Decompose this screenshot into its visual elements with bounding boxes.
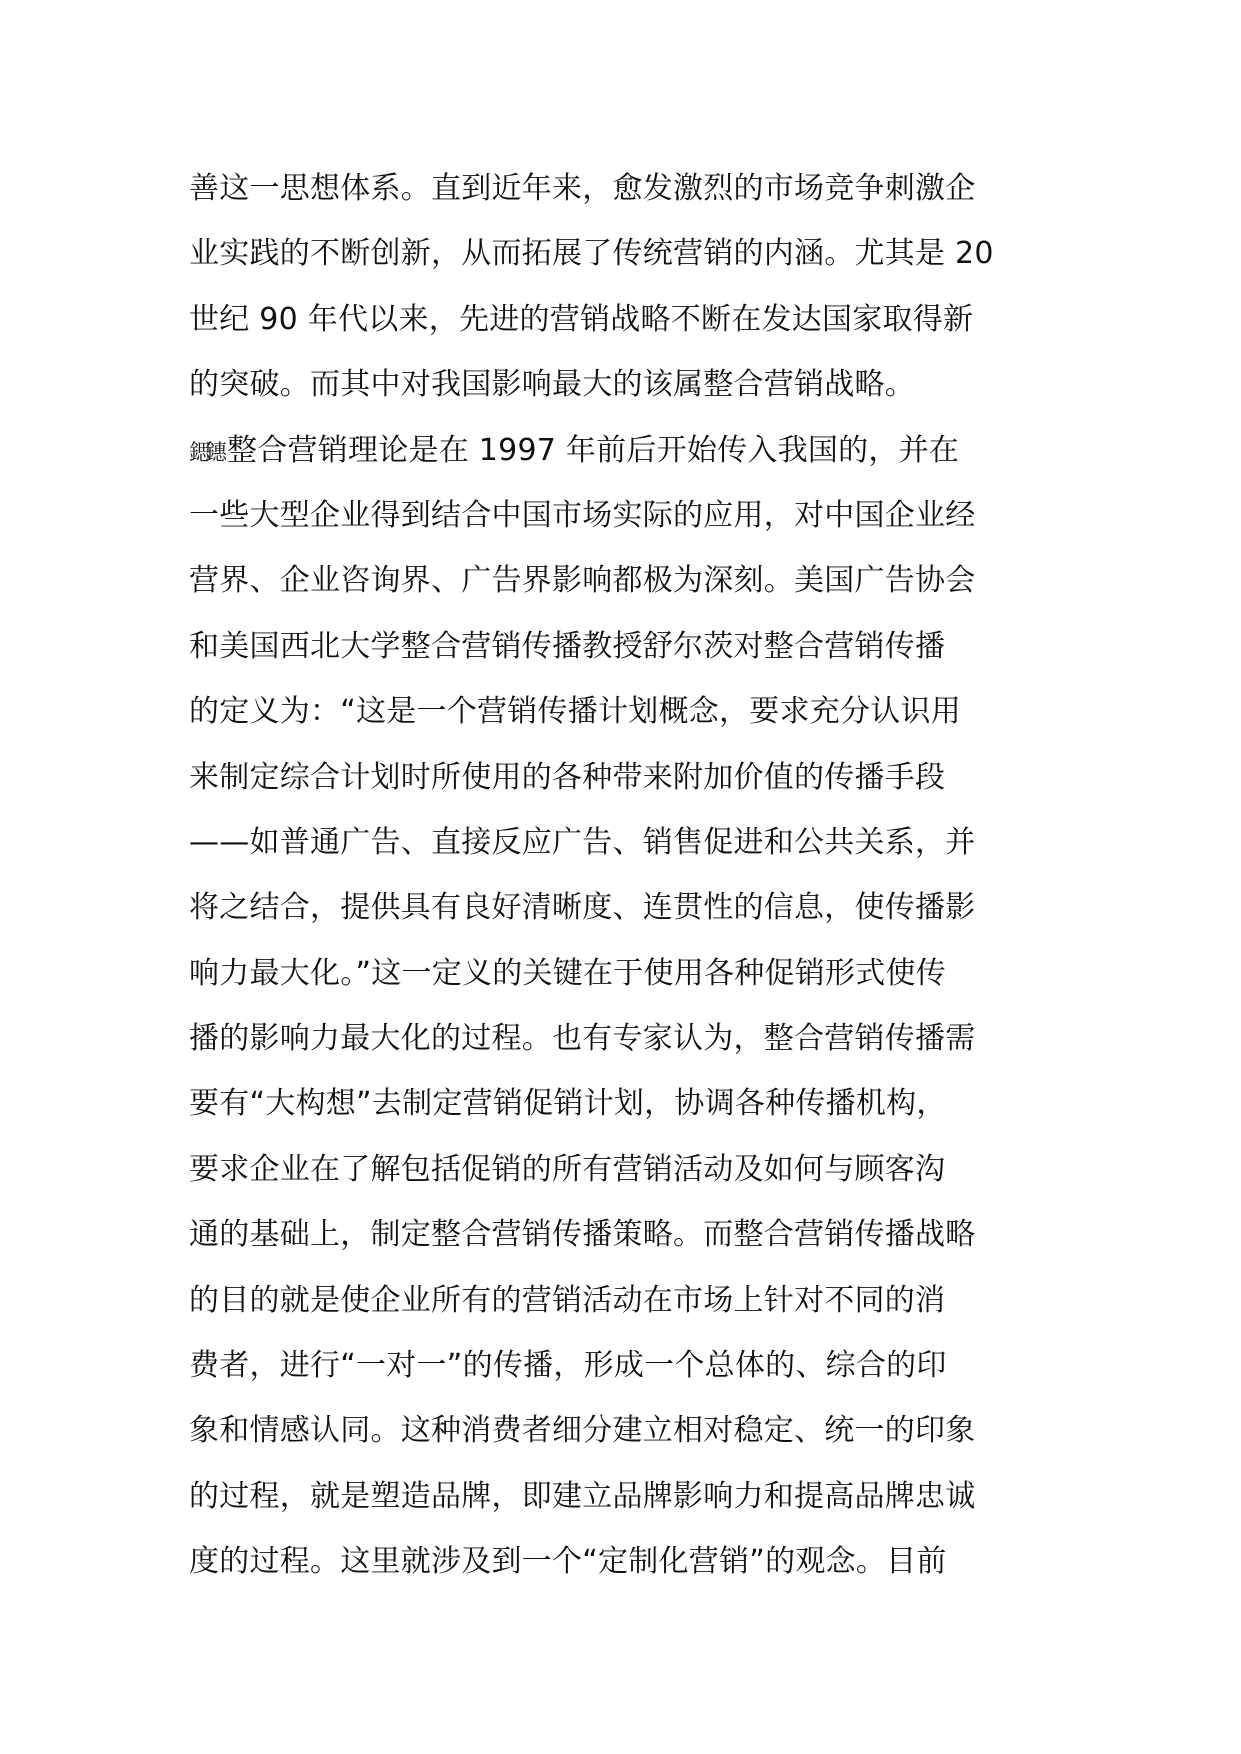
text-line: 的目的就是使企业所有的营销活动在市场上针对不同的消 (189, 1282, 946, 1318)
text-line-content: 整合营销理论是在 1997 年前后开始传入我国的，并在 (227, 432, 960, 468)
text-line: 世纪 90 年代以来，先进的营销战略不断在发达国家取得新 (189, 301, 974, 337)
text-line: 通的基础上，制定整合营销传播策略。而整合营销传播战略 (189, 1217, 976, 1253)
text-line: 度的过程。这里就涉及到一个“定制化营销”的观念。目前 (189, 1544, 947, 1580)
text-line: 象和情感认同。这种消费者细分建立相对稳定、统一的印象 (189, 1413, 976, 1449)
text-line: 响力最大化。”这一定义的关键在于使用各种促销形式使传 (189, 955, 947, 991)
text-line: 一些大型企业得到结合中国市场实际的应用，对中国企业经 (189, 497, 976, 533)
text-line: 的过程，就是塑造品牌，即建立品牌影响力和提高品牌忠诚 (189, 1478, 976, 1514)
text-line: 营界、企业咨询界、广告界影响都极为深刻。美国广告协会 (189, 563, 976, 599)
text-line: 将之结合，提供具有良好清晰度、连贯性的信息，使传播影 (189, 890, 976, 926)
text-line: 善这一思想体系。直到近年来，愈发激烈的市场竞争刺激企 (189, 171, 976, 206)
paragraph-start-line (189, 418, 1059, 483)
text-line: 来制定综合计划时所使用的各种带来附加价值的传播手段 (189, 759, 946, 795)
text-line: 的定义为：“这是一个营销传播计划概念，要求充分认识用 (189, 694, 962, 730)
text-line: 费者，进行“一对一”的传播，形成一个总体的、综合的印 (189, 1348, 947, 1384)
text-line: 和美国西北大学整合营销传播教授舒尔茨对整合营销传播 (189, 628, 946, 664)
text-line: 业实践的不断创新，从而拓展了传统营销的内涵。尤其是 20 (189, 236, 994, 272)
text-line: 的突破。而其中对我国影响最大的该属整合营销战略。 (189, 367, 915, 403)
garbled-glyphs: 鍶鏸 (189, 440, 222, 466)
text-line: ——如普通广告、直接反应广告、销售促进和公共关系，并 (189, 824, 976, 860)
text-line: 要求企业在了解包括促销的所有营销活动及如何与顾客沟 (189, 1151, 946, 1187)
body-text (189, 156, 1059, 1595)
text-line: 要有“大构想”去制定营销促销计划，协调各种传播机构， (189, 1086, 947, 1122)
text-line: 播的影响力最大化的过程。也有专家认为，整合营销传播需 (189, 1021, 976, 1057)
